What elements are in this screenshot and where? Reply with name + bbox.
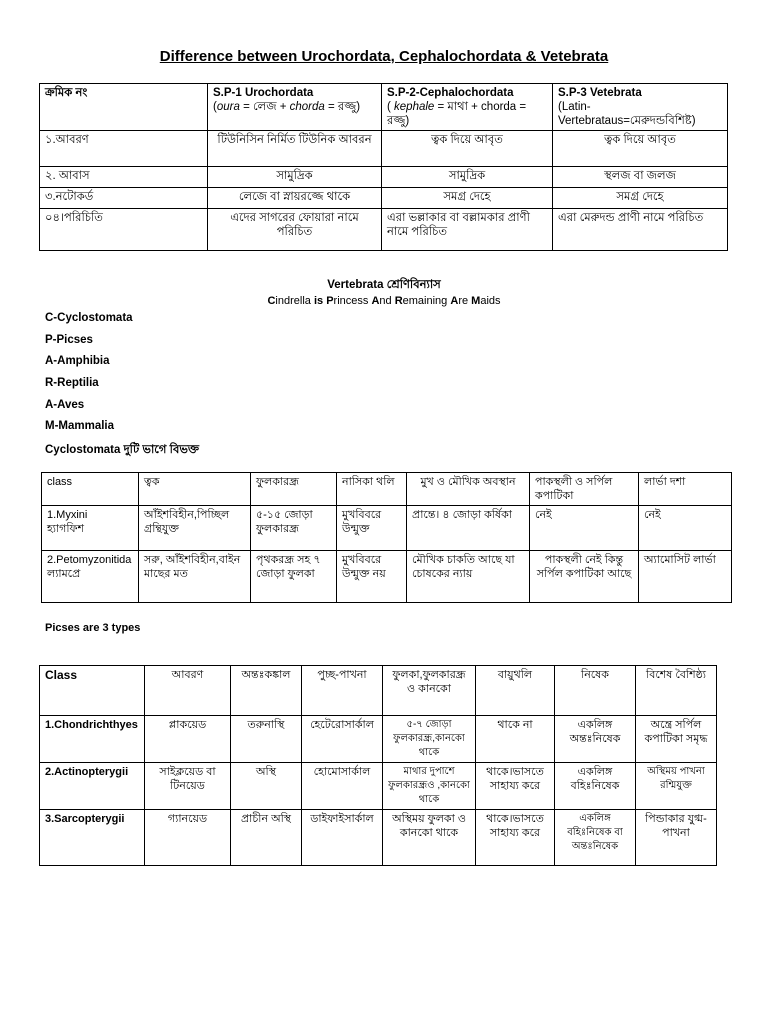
comparison-table bbox=[39, 83, 728, 251]
class-list-item: M-Mammalia bbox=[45, 420, 115, 432]
cyclostomata-table bbox=[41, 472, 732, 603]
table-header-cell: লার্ভা দশা bbox=[639, 473, 732, 506]
class-list-item: C-Cyclostomata bbox=[45, 312, 133, 324]
table-header-cell: Class bbox=[40, 666, 145, 716]
table-cell: 2.Petomyzonitida ল্যামপ্রে bbox=[42, 551, 139, 603]
table-row bbox=[42, 551, 732, 603]
class-list-item: A-Amphibia bbox=[45, 355, 110, 367]
table-cell: একলিঙ্গ বহিঃনিষেক বা অন্তঃনিষেক bbox=[555, 810, 636, 866]
table-cell: লেজে বা স্নায়রজ্জে থাকে bbox=[208, 188, 382, 209]
table-cell: টিউনিসিন নির্মিত টিউনিক আবরন bbox=[208, 131, 382, 167]
table-cell: ০৪।পরিচিতি bbox=[40, 209, 208, 251]
table-header-cell bbox=[382, 84, 553, 131]
table-cell: এরা মেরুদন্ড প্রাণী নামে পরিচিত bbox=[553, 209, 728, 251]
header-sub-text: (Latin-Vertebrataus=মেরুদন্ডবিশিষ্ট) bbox=[558, 101, 696, 127]
table-row bbox=[40, 716, 717, 763]
cyclostomata-heading: Cyclostomata দুটি ভাগে বিভক্ত bbox=[45, 444, 200, 456]
table-cell: তরুনাস্থি bbox=[231, 716, 302, 763]
mnemonic-letter: R bbox=[394, 295, 403, 307]
text-fragment: oura bbox=[216, 101, 240, 113]
table-cell: ২. আবাস bbox=[40, 167, 208, 188]
table-cell: সমগ্র দেহে bbox=[382, 188, 553, 209]
table-header-cell: নিষেক bbox=[555, 666, 636, 716]
text-fragment: indrella bbox=[275, 295, 314, 307]
table-cell: পিন্ডাকার যুগ্ম-পাখনা bbox=[636, 810, 717, 866]
table-cell: মুখবিবরে উন্মুক্ত bbox=[337, 506, 407, 551]
header-sub-text bbox=[387, 100, 547, 128]
picses-table bbox=[39, 665, 717, 866]
text-fragment: = মাথা + chorda = রজ্জু) bbox=[387, 101, 527, 127]
mnemonic-word: is bbox=[313, 295, 324, 307]
table-cell: হোমোসার্কাল bbox=[302, 763, 383, 810]
class-list-item: A-Aves bbox=[45, 399, 85, 411]
table-cell: ৫-১৫ জোড়া ফুলকারন্ধ্র bbox=[251, 506, 337, 551]
table-cell: 1.Chondrichthyes bbox=[40, 716, 145, 763]
table-cell: হেটেরোসার্কাল bbox=[302, 716, 383, 763]
table-header-cell: ত্বক bbox=[139, 473, 251, 506]
picses-heading: Picses are 3 types bbox=[45, 622, 141, 634]
header-main-text: S.P-3 Vetebrata bbox=[558, 87, 642, 99]
table-cell: অস্থি bbox=[231, 763, 302, 810]
table-header-cell: মুখ ও মৌখিক অবস্থান bbox=[407, 473, 530, 506]
class-list-item: R-Reptilia bbox=[45, 377, 99, 389]
table-cell: এরা ভল্লাকার বা বল্লামকার প্রাণী নামে পরিচিত bbox=[382, 209, 553, 251]
text-fragment: re bbox=[458, 295, 472, 307]
text-fragment: ( bbox=[387, 101, 395, 113]
table-cell: ত্বক দিয়ে আবৃত bbox=[553, 131, 728, 167]
table-header-cell: ফুলকারন্ধ্র bbox=[251, 473, 337, 506]
table-cell: থাকে।ভাসতে সাহায্য করে bbox=[476, 810, 555, 866]
table-cell: আঁইশবিহীন,পিচ্ছিল গ্রন্থিযুক্ত bbox=[139, 506, 251, 551]
table-header-cell: class bbox=[42, 473, 139, 506]
table-cell: নেই bbox=[530, 506, 639, 551]
table-cell: থাকে।ভাসতে সাহায্য করে bbox=[476, 763, 555, 810]
table-row bbox=[40, 763, 717, 810]
page-title: Difference between Urochordata, Cephalochordata & Vetebrata bbox=[159, 48, 609, 65]
text-fragment: = রজ্জু) bbox=[324, 101, 361, 113]
table-cell: ডাইফাইসার্কাল bbox=[302, 810, 383, 866]
mnemonic-letter: A bbox=[371, 295, 380, 307]
table-header-cell bbox=[208, 84, 382, 131]
table-cell: প্লাকয়েড bbox=[145, 716, 231, 763]
table-cell: ৩.নটোকর্ড bbox=[40, 188, 208, 209]
table-cell: গ্যানয়েড bbox=[145, 810, 231, 866]
table-header-cell: নাসিকা থলি bbox=[337, 473, 407, 506]
table-cell: সমগ্র দেহে bbox=[553, 188, 728, 209]
table-header-cell: পাকস্থলী ও সর্পিল কপাটিকা bbox=[530, 473, 639, 506]
class-list-item: P-Picses bbox=[45, 334, 93, 346]
table-cell: ১.আবরণ bbox=[40, 131, 208, 167]
table-cell: অন্ত্রে সর্পিল কপাটিকা সমৃদ্ধ bbox=[636, 716, 717, 763]
vertebrata-heading: Vertebrata শ্রেণিবিন্যাস bbox=[327, 279, 441, 291]
table-cell: স্থলজ বা জলজ bbox=[553, 167, 728, 188]
table-cell: সামুদ্রিক bbox=[382, 167, 553, 188]
table-row bbox=[40, 810, 717, 866]
table-header-row bbox=[42, 473, 732, 506]
header-sub-text bbox=[213, 100, 376, 114]
table-row bbox=[40, 188, 728, 209]
text-fragment: = লেজ + bbox=[239, 101, 290, 113]
table-cell: পাকস্থলী নেই কিন্তু সর্পিল কপাটিকা আছে bbox=[530, 551, 639, 603]
table-cell: একলিঙ্গ অন্তঃনিষেক bbox=[555, 716, 636, 763]
table-header-cell: ক্রমিক নং bbox=[40, 84, 208, 131]
table-cell: প্রান্তে। ৪ জোড়া কর্ষিকা bbox=[407, 506, 530, 551]
table-cell: একলিঙ্গ বহিঃনিষেক bbox=[555, 763, 636, 810]
table-header-cell: অন্তঃকঙ্কাল bbox=[231, 666, 302, 716]
text-fragment: kephale bbox=[394, 101, 435, 113]
mnemonic-letter: A bbox=[450, 295, 459, 307]
table-cell: সাইক্লয়েড বা টিনয়েড bbox=[145, 763, 231, 810]
mnemonic-letter: C bbox=[267, 295, 276, 307]
table-cell: 2.Actinopterygii bbox=[40, 763, 145, 810]
table-cell: মুখবিবরে উন্মুক্ত নয় bbox=[337, 551, 407, 603]
text-fragment: chorda bbox=[289, 101, 325, 113]
table-cell: ৫-৭ জোড়া ফুলকারন্ধ্র,কানকো থাকে bbox=[383, 716, 476, 763]
table-cell: অস্থিময় ফুলকা ও কানকো থাকে bbox=[383, 810, 476, 866]
table-cell: পৃথকরন্ধ্র সহ ৭ জোড়া ফুলকা bbox=[251, 551, 337, 603]
table-cell: প্রাচীন অস্থি bbox=[231, 810, 302, 866]
table-cell: অ্যামোসিট লার্ভা bbox=[639, 551, 732, 603]
table-cell: এদের সাগরের ফোয়ারা নামে পরিচিত bbox=[208, 209, 382, 251]
table-cell: ত্বক দিয়ে আবৃত bbox=[382, 131, 553, 167]
header-main-text: S.P-1 Urochordata bbox=[213, 87, 314, 99]
table-cell: থাকে না bbox=[476, 716, 555, 763]
table-header-cell: বায়ুথলি bbox=[476, 666, 555, 716]
table-cell: নেই bbox=[639, 506, 732, 551]
table-cell: 1.Myxini হ্যাগফিশ bbox=[42, 506, 139, 551]
table-header-row bbox=[40, 84, 728, 131]
text-fragment: ( bbox=[213, 101, 217, 113]
table-cell: অস্থিময় পাখনা রশ্মিযুক্ত bbox=[636, 763, 717, 810]
table-cell: মাথার দুপাশে ফুলকারন্ধ্রও ,কানকো থাকে bbox=[383, 763, 476, 810]
text-fragment: emaining bbox=[402, 295, 451, 307]
table-header-cell: ফুলকা,ফুলকারন্ধ্র ও কানকো bbox=[383, 666, 476, 716]
table-header-cell bbox=[553, 84, 728, 131]
table-header-cell: পুচ্ছ-পাখনা bbox=[302, 666, 383, 716]
text-fragment: rincess bbox=[333, 295, 372, 307]
table-header-cell: আবরণ bbox=[145, 666, 231, 716]
table-row bbox=[40, 209, 728, 251]
mnemonic-line bbox=[0, 295, 768, 307]
table-header-cell: বিশেষ বৈশিষ্ঠ্য bbox=[636, 666, 717, 716]
table-row bbox=[40, 131, 728, 167]
mnemonic-letter: P bbox=[326, 295, 334, 307]
table-row bbox=[42, 506, 732, 551]
text-fragment: nd bbox=[379, 295, 395, 307]
header-main-text: S.P-2-Cephalochordata bbox=[387, 87, 514, 99]
table-cell: মৌখিক চাকতি আছে যা চোষকের ন্যায় bbox=[407, 551, 530, 603]
table-cell: সরু, আঁইশবিহীন,বাইন মাছের মত bbox=[139, 551, 251, 603]
table-row bbox=[40, 167, 728, 188]
mnemonic-letter: M bbox=[471, 295, 481, 307]
table-header-row bbox=[40, 666, 717, 716]
table-cell: সামুদ্রিক bbox=[208, 167, 382, 188]
text-fragment: aids bbox=[480, 295, 501, 307]
table-cell: 3.Sarcopterygii bbox=[40, 810, 145, 866]
